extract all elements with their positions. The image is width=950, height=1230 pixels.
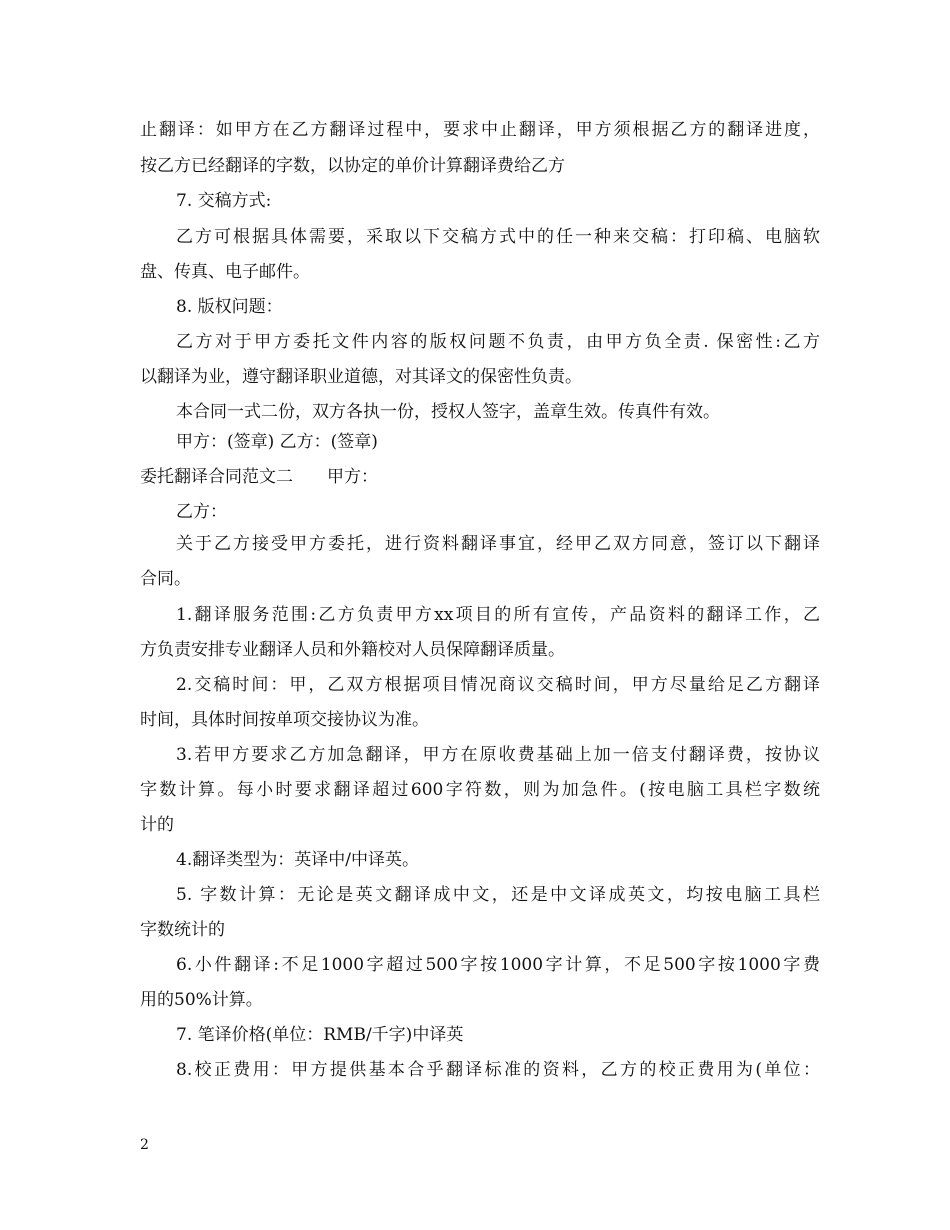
body-line: 计的 <box>140 815 174 835</box>
clause-line: 4.翻译类型为：英译中/中译英。 <box>176 850 419 870</box>
page-number: 2 <box>140 1137 149 1153</box>
body-line: 关于乙方接受甲方委托，进行资料翻译事宜，经甲乙双方同意，签订以下翻译 <box>176 534 820 554</box>
clause-line: 8.校正费用：甲方提供基本合乎翻译标准的资料，乙方的校正费用为(单位： <box>176 1060 820 1080</box>
clause-line: 5. 字数计算：无论是英文翻译成中文，还是中文译成英文，均按电脑工具栏 <box>176 885 820 905</box>
body-line: 乙方对于甲方委托文件内容的版权问题不负责，由甲方负全责. 保密性:乙方 <box>176 332 820 352</box>
body-line: 止翻译：如甲方在乙方翻译过程中，要求中止翻译，甲方须根据乙方的翻译进度， <box>140 120 820 140</box>
body-line: 合同。 <box>140 569 191 589</box>
body-line: 方负责安排专业翻译人员和外籍校对人员保障翻译质量。 <box>140 640 565 660</box>
body-line: 字数计算。每小时要求翻译超过600字符数，则为加急件。(按电脑工具栏字数统 <box>140 780 820 800</box>
body-line: 以翻译为业，遵守翻译职业道德，对其译文的保密性负责。 <box>140 367 582 387</box>
body-line: 用的50%计算。 <box>140 990 263 1010</box>
clause-line: 1.翻译服务范围:乙方负责甲方xx项目的所有宣传，产品资料的翻译工作，乙 <box>176 605 820 625</box>
body-line: 时间，具体时间按单项交接协议为准。 <box>140 710 429 730</box>
body-line: 字数统计的 <box>140 920 225 940</box>
document-title: 委托翻译合同范文二 甲方： <box>140 467 378 487</box>
clause-line: 7. 笔译价格(单位：RMB/千字)中译英 <box>176 1025 464 1045</box>
body-line: 乙方可根据具体需要，采取以下交稿方式中的任一种来交稿：打印稿、电脑软 <box>176 227 820 247</box>
body-line: 按乙方已经翻译的字数，以协定的单价计算翻译费给乙方 <box>140 156 565 176</box>
clause-line: 6.小件翻译:不足1000字超过500字按1000字计算，不足500字按1000字费 <box>176 955 820 975</box>
section-heading: 8. 版权问题： <box>176 297 283 317</box>
signature-line: 甲方：(签章) 乙方：(签章) <box>176 432 378 452</box>
clause-line: 2.交稿时间：甲，乙双方根据项目情况商议交稿时间，甲方尽量给足乙方翻译 <box>176 675 820 695</box>
body-line: 盘、传真、电子邮件。 <box>140 262 310 282</box>
section-heading: 7. 交稿方式: <box>176 191 272 211</box>
party-line: 乙方： <box>176 502 227 522</box>
clause-line: 3.若甲方要求乙方加急翻译，甲方在原收费基础上加一倍支付翻译费，按协议 <box>176 745 820 765</box>
body-line: 本合同一式二份，双方各执一份，授权人签字，盖章生效。传真件有效。 <box>176 402 720 422</box>
